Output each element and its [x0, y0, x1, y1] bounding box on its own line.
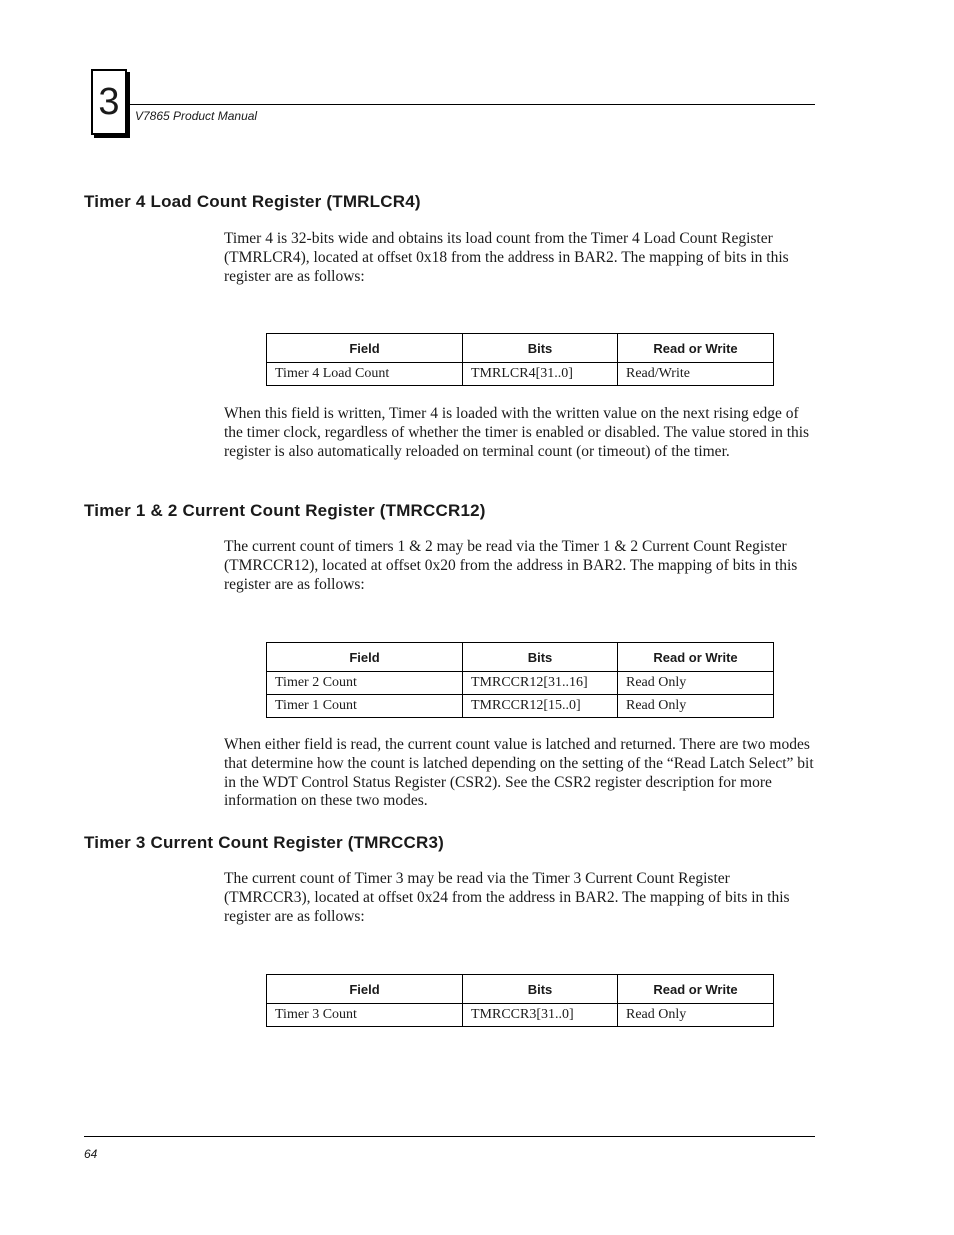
table-cell: Timer 4 Load Count	[267, 363, 463, 386]
table-row	[267, 672, 774, 695]
table-cell: Read Only	[618, 695, 774, 718]
register-table-tmrccr12	[266, 642, 774, 718]
table-row	[267, 363, 774, 386]
section-heading-tmrlcr4: Timer 4 Load Count Register (TMRLCR4)	[84, 192, 421, 211]
table-header-row	[267, 334, 774, 363]
table-cell: Read/Write	[618, 363, 774, 386]
chapter-number: 3	[98, 81, 120, 123]
column-header: Field	[267, 643, 463, 672]
column-header: Read or Write	[618, 643, 774, 672]
column-header: Bits	[463, 975, 618, 1004]
table-cell: Timer 1 Count	[267, 695, 463, 718]
register-table-tmrccr3	[266, 974, 774, 1027]
table-cell: TMRCCR12[15..0]	[463, 695, 618, 718]
section-heading-tmrccr3: Timer 3 Current Count Register (TMRCCR3)	[84, 833, 444, 852]
column-header: Read or Write	[618, 334, 774, 363]
chapter-number-tab	[91, 69, 127, 135]
section-intro-tmrccr3: The current count of Timer 3 may be read via the Timer 3 Current Count Register (TMRCCR3), located at offset 0x24 from the address in BAR2. The mapping of bits in this register are as follows:	[224, 870, 790, 925]
table-header-row	[267, 643, 774, 672]
section-heading-tmrccr12: Timer 1 & 2 Current Count Register (TMRCCR12)	[84, 501, 486, 520]
table-cell: Timer 2 Count	[267, 672, 463, 695]
column-header: Bits	[463, 334, 618, 363]
table-cell: TMRCCR12[31..16]	[463, 672, 618, 695]
table-row	[267, 1004, 774, 1027]
register-table-tmrlcr4	[266, 333, 774, 386]
table-cell: TMRLCR4[31..0]	[463, 363, 618, 386]
column-header: Bits	[463, 643, 618, 672]
column-header: Field	[267, 334, 463, 363]
table-row	[267, 695, 774, 718]
manual-title: V7865 Product Manual	[135, 109, 258, 123]
section-note-tmrccr12: When either field is read, the current count value is latched and returned. There are two modes that determine how the count is latched depending on the setting of the “Read Latch Select” bit in the WDT Control Status Register (CSR2). See the CSR2 register description for more information on these two modes.	[224, 736, 814, 810]
table-cell: Timer 3 Count	[267, 1004, 463, 1027]
column-header: Field	[267, 975, 463, 1004]
column-header: Read or Write	[618, 975, 774, 1004]
table-cell: TMRCCR3[31..0]	[463, 1004, 618, 1027]
section-intro-tmrlcr4: Timer 4 is 32-bits wide and obtains its load count from the Timer 4 Load Count Register (TMRLCR4), located at offset 0x18 from the address in BAR2. The mapping of bits in this register are as follows:	[224, 230, 789, 285]
table-cell: Read Only	[618, 1004, 774, 1027]
header-rule	[127, 104, 815, 105]
section-intro-tmrccr12: The current count of timers 1 & 2 may be read via the Timer 1 & 2 Current Count Register (TMRCCR12), located at offset 0x20 from the address in BAR2. The mapping of bits in this register are as follows:	[224, 538, 798, 593]
table-cell: Read Only	[618, 672, 774, 695]
section-note-tmrlcr4: When this field is written, Timer 4 is loaded with the written value on the next rising edge of the timer clock, regardless of whether the timer is enabled or disabled. The value stored in this register is also automatically reloaded on terminal count (or timeout) of the timer.	[224, 405, 810, 460]
table-header-row	[267, 975, 774, 1004]
footer-rule	[84, 1136, 815, 1137]
page-number: 64	[84, 1147, 98, 1161]
